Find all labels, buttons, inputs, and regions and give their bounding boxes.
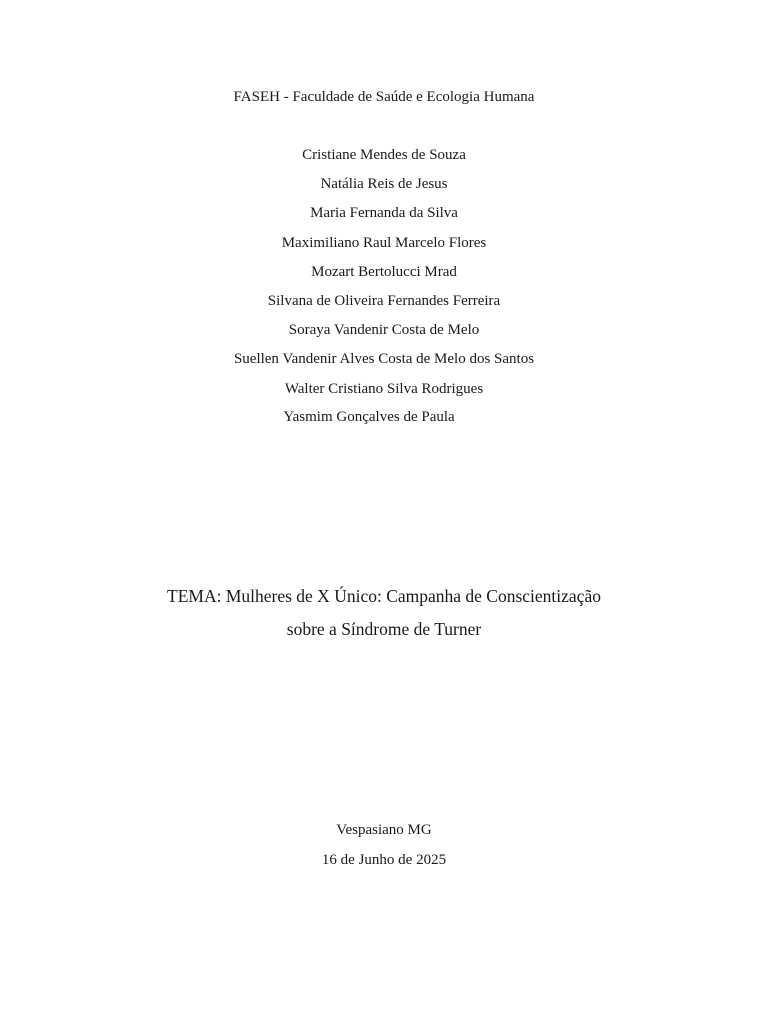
document-date: 16 de Junho de 2025	[321, 852, 447, 868]
author-name: Mozart Bertolucci Mrad	[311, 264, 457, 280]
theme-title-line-1: TEMA: Mulheres de X Único: Campanha de Conscientização	[167, 586, 601, 606]
author-name: Silvana de Oliveira Fernandes Ferreira	[267, 293, 501, 309]
author-name: Yasmim Gonçalves de Paula	[283, 409, 455, 425]
city-location: Vespasiano MG	[336, 822, 432, 838]
author-name: Soraya Vandenir Costa de Melo	[288, 322, 480, 338]
theme-title-line-2: sobre a Síndrome de Turner	[286, 619, 482, 639]
author-name: Cristiane Mendes de Souza	[302, 147, 466, 163]
author-name: Maria Fernanda da Silva	[310, 205, 458, 221]
author-name: Maximiliano Raul Marcelo Flores	[281, 235, 487, 251]
author-name: Natália Reis de Jesus	[320, 176, 448, 192]
author-name: Suellen Vandenir Alves Costa de Melo dos Santos	[233, 351, 535, 367]
institution-name: FASEH - Faculdade de Saúde e Ecologia Humana	[233, 89, 535, 105]
author-name: Walter Cristiano Silva Rodrigues	[284, 381, 484, 397]
